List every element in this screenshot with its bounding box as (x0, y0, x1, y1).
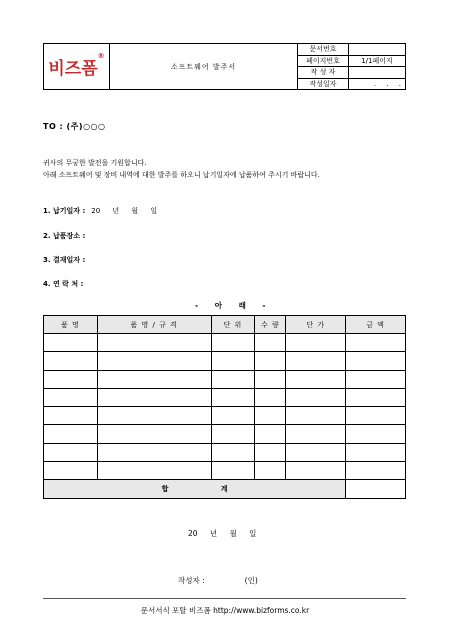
section-heading: - 아 래 - (195, 301, 266, 310)
table-cell[interactable] (211, 388, 255, 406)
table-cell[interactable] (97, 462, 211, 480)
greeting-line: 귀사의 무궁한 발전을 기원합니다. (43, 159, 147, 167)
table-row (44, 388, 406, 406)
table-cell[interactable] (346, 334, 406, 352)
table-cell[interactable] (255, 334, 286, 352)
total-label: 합 계 (44, 480, 346, 498)
table-cell[interactable] (211, 352, 255, 370)
contact-field: 4. 연 락 처 : (43, 280, 84, 288)
table-cell[interactable] (97, 407, 211, 425)
recipient-line: TO : (주)○○○ (43, 122, 106, 131)
doc-number-value[interactable] (349, 44, 406, 56)
bizforms-logo: 비즈폼® (48, 52, 105, 79)
table-cell[interactable] (44, 370, 98, 388)
table-cell[interactable] (44, 407, 98, 425)
page-number-value: 1/1페이지 (349, 55, 406, 67)
table-row (44, 407, 406, 425)
table-cell[interactable] (97, 370, 211, 388)
request-line: 아래 소프트웨어 및 장비 내역에 대한 발주를 하오니 납기일자에 납품하여 주시기 바랍니다. (43, 171, 320, 179)
table-cell[interactable] (346, 462, 406, 480)
table-cell[interactable] (44, 334, 98, 352)
col-amount: 금 액 (346, 316, 406, 334)
table-cell[interactable] (255, 443, 286, 461)
table-cell[interactable] (286, 462, 346, 480)
col-quantity: 수 량 (255, 316, 286, 334)
table-cell[interactable] (44, 425, 98, 443)
author-sign-label: 작성자 : (178, 576, 205, 585)
author-signature-line (178, 575, 258, 586)
table-cell[interactable] (211, 462, 255, 480)
table-cell[interactable] (44, 352, 98, 370)
table-cell[interactable] (211, 334, 255, 352)
table-cell[interactable] (286, 407, 346, 425)
table-cell[interactable] (346, 388, 406, 406)
table-header-row (44, 316, 406, 334)
table-cell[interactable] (97, 443, 211, 461)
table-cell[interactable] (44, 443, 98, 461)
table-cell[interactable] (346, 443, 406, 461)
table-cell[interactable] (346, 370, 406, 388)
table-cell[interactable] (286, 443, 346, 461)
footer-divider (43, 598, 406, 599)
col-unit: 단 위 (211, 316, 255, 334)
total-value[interactable] (346, 480, 406, 498)
total-row (44, 480, 406, 498)
table-cell[interactable] (346, 352, 406, 370)
table-cell[interactable] (97, 425, 211, 443)
table-row (44, 334, 406, 352)
table-cell[interactable] (211, 443, 255, 461)
author-label: 작 성 자 (298, 67, 349, 79)
table-cell[interactable] (255, 462, 286, 480)
table-cell[interactable] (211, 407, 255, 425)
table-cell[interactable] (286, 352, 346, 370)
delivery-place-field: 2. 납품장소 : (43, 232, 86, 240)
table-cell[interactable] (97, 388, 211, 406)
table-cell[interactable] (286, 370, 346, 388)
author-value[interactable] (349, 67, 406, 79)
order-items-table (43, 315, 406, 499)
document-title: 소프트웨어 발주서 (110, 44, 298, 90)
table-cell[interactable] (255, 352, 286, 370)
payment-date-field: 3. 결재일자 : (43, 256, 86, 264)
seal-mark: (인) (244, 576, 258, 585)
table-row (44, 352, 406, 370)
table-cell[interactable] (255, 407, 286, 425)
col-unit-price: 단 가 (286, 316, 346, 334)
table-cell[interactable] (286, 388, 346, 406)
table-cell[interactable] (211, 370, 255, 388)
doc-number-label: 문서번호 (298, 44, 349, 56)
date-label: 작성일자 (298, 78, 349, 90)
date-value[interactable]: . . . (349, 78, 406, 90)
table-cell[interactable] (255, 425, 286, 443)
issue-date[interactable]: 20 년 월 일 (188, 529, 257, 538)
table-cell[interactable] (97, 334, 211, 352)
table-cell[interactable] (255, 388, 286, 406)
document-header (43, 43, 406, 90)
table-cell[interactable] (286, 334, 346, 352)
delivery-date-value[interactable]: 20 년 월 일 (91, 207, 158, 215)
table-row (44, 443, 406, 461)
table-cell[interactable] (44, 462, 98, 480)
table-row (44, 370, 406, 388)
table-cell[interactable] (286, 425, 346, 443)
table-cell[interactable] (346, 425, 406, 443)
delivery-date-field: 1. 납기일자 : 20 년 월 일 (43, 207, 158, 215)
footer-text: 문서서식 포탈 비즈폼 http://www.bizforms.co.kr (140, 606, 310, 615)
table-cell[interactable] (346, 407, 406, 425)
col-item-name: 품 명 (44, 316, 98, 334)
page-number-label: 페이지번호 (298, 55, 349, 67)
table-row (44, 462, 406, 480)
col-spec: 품 명 / 규 격 (97, 316, 211, 334)
table-cell[interactable] (44, 388, 98, 406)
table-cell[interactable] (97, 352, 211, 370)
table-cell[interactable] (211, 425, 255, 443)
logo-cell (44, 44, 110, 90)
table-row (44, 425, 406, 443)
table-cell[interactable] (255, 370, 286, 388)
